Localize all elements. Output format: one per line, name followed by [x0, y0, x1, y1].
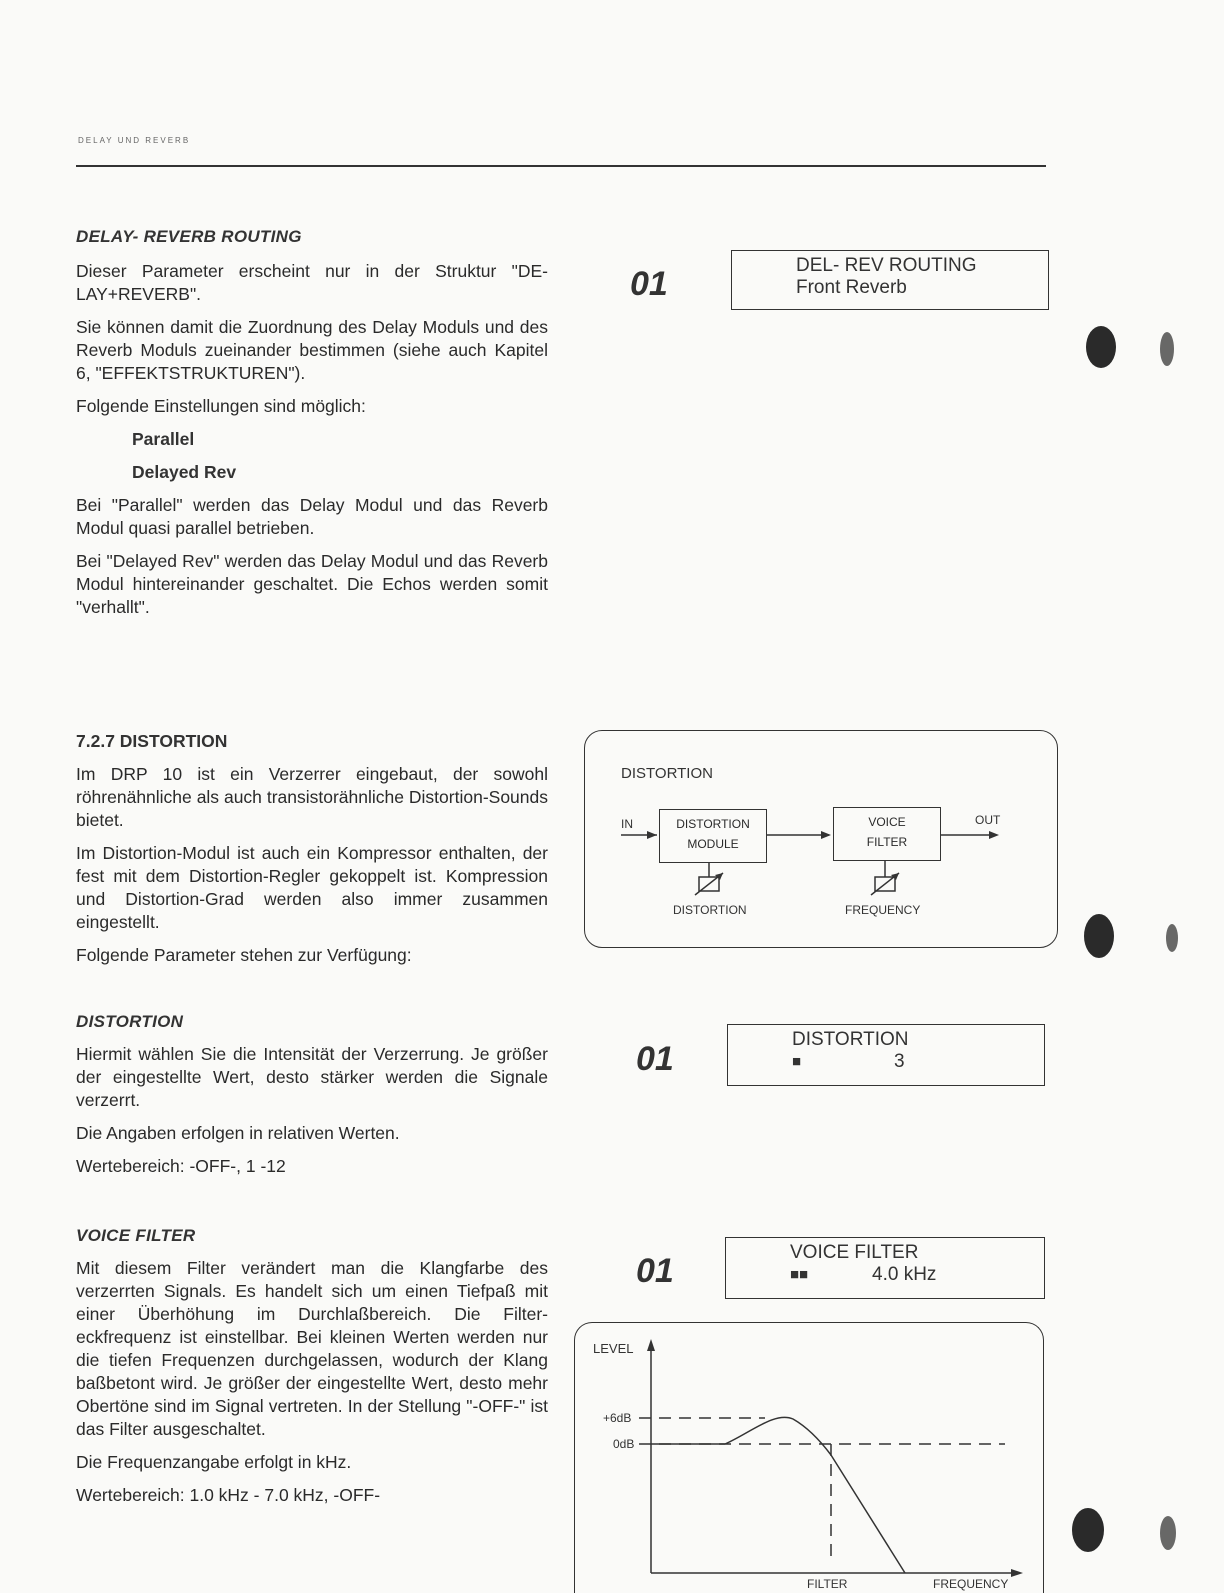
lcd-line-1: DISTORTION	[792, 1029, 909, 1050]
paragraph: Im Distortion-Modul ist auch ein Kompressor enthalten, der fest mit dem Distortion-Regler gekoppelt ist. Kompression und Distortion-Grad werden also immer zusammen eingestellt.	[76, 843, 548, 932]
paragraph: Die Frequenzangabe erfolgt in kHz.	[76, 1452, 352, 1472]
diagram-title: DISTORTION	[621, 765, 713, 782]
section-voice-filter	[76, 1224, 548, 1517]
binder-hole	[1160, 1516, 1176, 1550]
paragraph: Wertebereich: 1.0 kHz - 7.0 kHz, -OFF-	[76, 1485, 381, 1505]
distortion-block-diagram	[584, 730, 1058, 948]
paragraph: Die Angaben erfolgen in relativen Werten.	[76, 1123, 400, 1143]
box-line: MODULE	[687, 837, 739, 851]
paragraph: Mit diesem Filter verändert man die Klangfarbe des verzerrten Signals. Es handelt sich um einen Tiefpaß mit einer Überhöhung im Durchlaßbereich. Die Filter-eckfrequenz ist einstellbar. Bei kleinen Werten werden nur die tiefen Frequenzen durchgelassen, wodurch der Klang baßbetont wird. Je größer der eingestellte Wert, desto mehr Obertöne sind im Signal vertreten. In der Stellung "-OFF-" ist das Filter ausgeschaltet.	[76, 1258, 548, 1439]
section-heading: VOICE FILTER	[76, 1226, 196, 1245]
paragraph: Sie können damit die Zuordnung des Delay Moduls und des Reverb Moduls zueinander bestimmen (siehe auch Kapitel 6, "EFFEKTSTRUKTUREN").	[76, 317, 548, 383]
paragraph: Folgende Einstellungen sind möglich:	[76, 396, 366, 416]
paragraph: Bei "Delayed Rev" werden das Delay Modul und das Reverb Modul hintereinander geschaltet. Die Echos werden somit "verhallt".	[76, 551, 548, 617]
section-heading: DELAY- REVERB ROUTING	[76, 227, 302, 246]
header-rule	[76, 165, 1046, 167]
lcd-value: 3	[894, 1051, 905, 1072]
knob-label-distortion: DISTORTION	[673, 903, 747, 917]
tick-plus6db: +6dB	[603, 1411, 632, 1425]
paragraph: Hiermit wählen Sie die Intensität der Verzerrung. Je größer der eingestellte Wert, desto stärker werden die Signale verzerrt.	[76, 1044, 548, 1110]
lcd-bar: ■■	[790, 1266, 809, 1283]
section-delay-reverb-routing	[76, 225, 548, 629]
knob-label-frequency: FREQUENCY	[845, 903, 921, 917]
lcd-line-1: VOICE FILTER	[790, 1242, 919, 1263]
program-number: 01	[636, 1040, 674, 1078]
section-heading: DISTORTION	[76, 1012, 184, 1031]
paragraph: Bei "Parallel" werden das Delay Modul und das Reverb Modul quasi parallel betrieben.	[76, 495, 548, 538]
graph-ylabel: LEVEL	[593, 1341, 634, 1356]
paragraph: Im DRP 10 ist ein Verzerrer eingebaut, der sowohl röhrenähnliche als auch transistorähnliche Distortion-Sounds bietet.	[76, 764, 548, 830]
graph-xlabel-filter: FILTER	[807, 1577, 848, 1591]
paragraph: Wertebereich: -OFF-, 1 -12	[76, 1156, 286, 1176]
box-line: FILTER	[866, 835, 908, 849]
running-header: DELAY UND REVERB	[78, 136, 191, 145]
binder-hole	[1072, 1508, 1104, 1552]
tick-0db: 0dB	[613, 1437, 635, 1451]
binder-hole	[1086, 326, 1116, 368]
lcd-line-2: Front Reverb	[796, 277, 907, 298]
diagram-connections	[585, 731, 1057, 947]
section-distortion	[76, 1010, 548, 1188]
lcd-bar: ■	[792, 1053, 802, 1070]
out-label: OUT	[975, 813, 1001, 827]
option-parallel: Parallel	[132, 429, 195, 449]
lcd-display-routing	[731, 250, 1049, 310]
lcd-line-1: DEL- REV ROUTING	[796, 255, 977, 276]
lcd-display-voice-filter	[725, 1237, 1045, 1299]
box-line: VOICE	[868, 815, 906, 829]
lcd-display-distortion	[727, 1024, 1045, 1086]
section-distortion-intro	[76, 730, 548, 977]
program-number: 01	[636, 1252, 674, 1290]
section-heading: 7.2.7 DISTORTION	[76, 731, 228, 751]
program-number: 01	[630, 265, 668, 303]
lcd-value: 4.0 kHz	[872, 1264, 937, 1285]
paragraph: Dieser Parameter erscheint nur in der Struktur "DE-LAY+REVERB".	[76, 261, 548, 304]
graph-xlabel-frequency: FREQUENCY	[933, 1577, 1009, 1591]
paragraph: Folgende Parameter stehen zur Verfügung:	[76, 945, 412, 965]
binder-hole	[1166, 924, 1178, 952]
in-label: IN	[621, 817, 633, 831]
option-delayed-rev: Delayed Rev	[132, 462, 237, 482]
binder-hole	[1084, 914, 1114, 958]
filter-curve	[575, 1323, 1043, 1585]
box-line: DISTORTION	[676, 817, 750, 831]
filter-response-graph	[574, 1322, 1044, 1593]
binder-hole	[1160, 332, 1174, 366]
